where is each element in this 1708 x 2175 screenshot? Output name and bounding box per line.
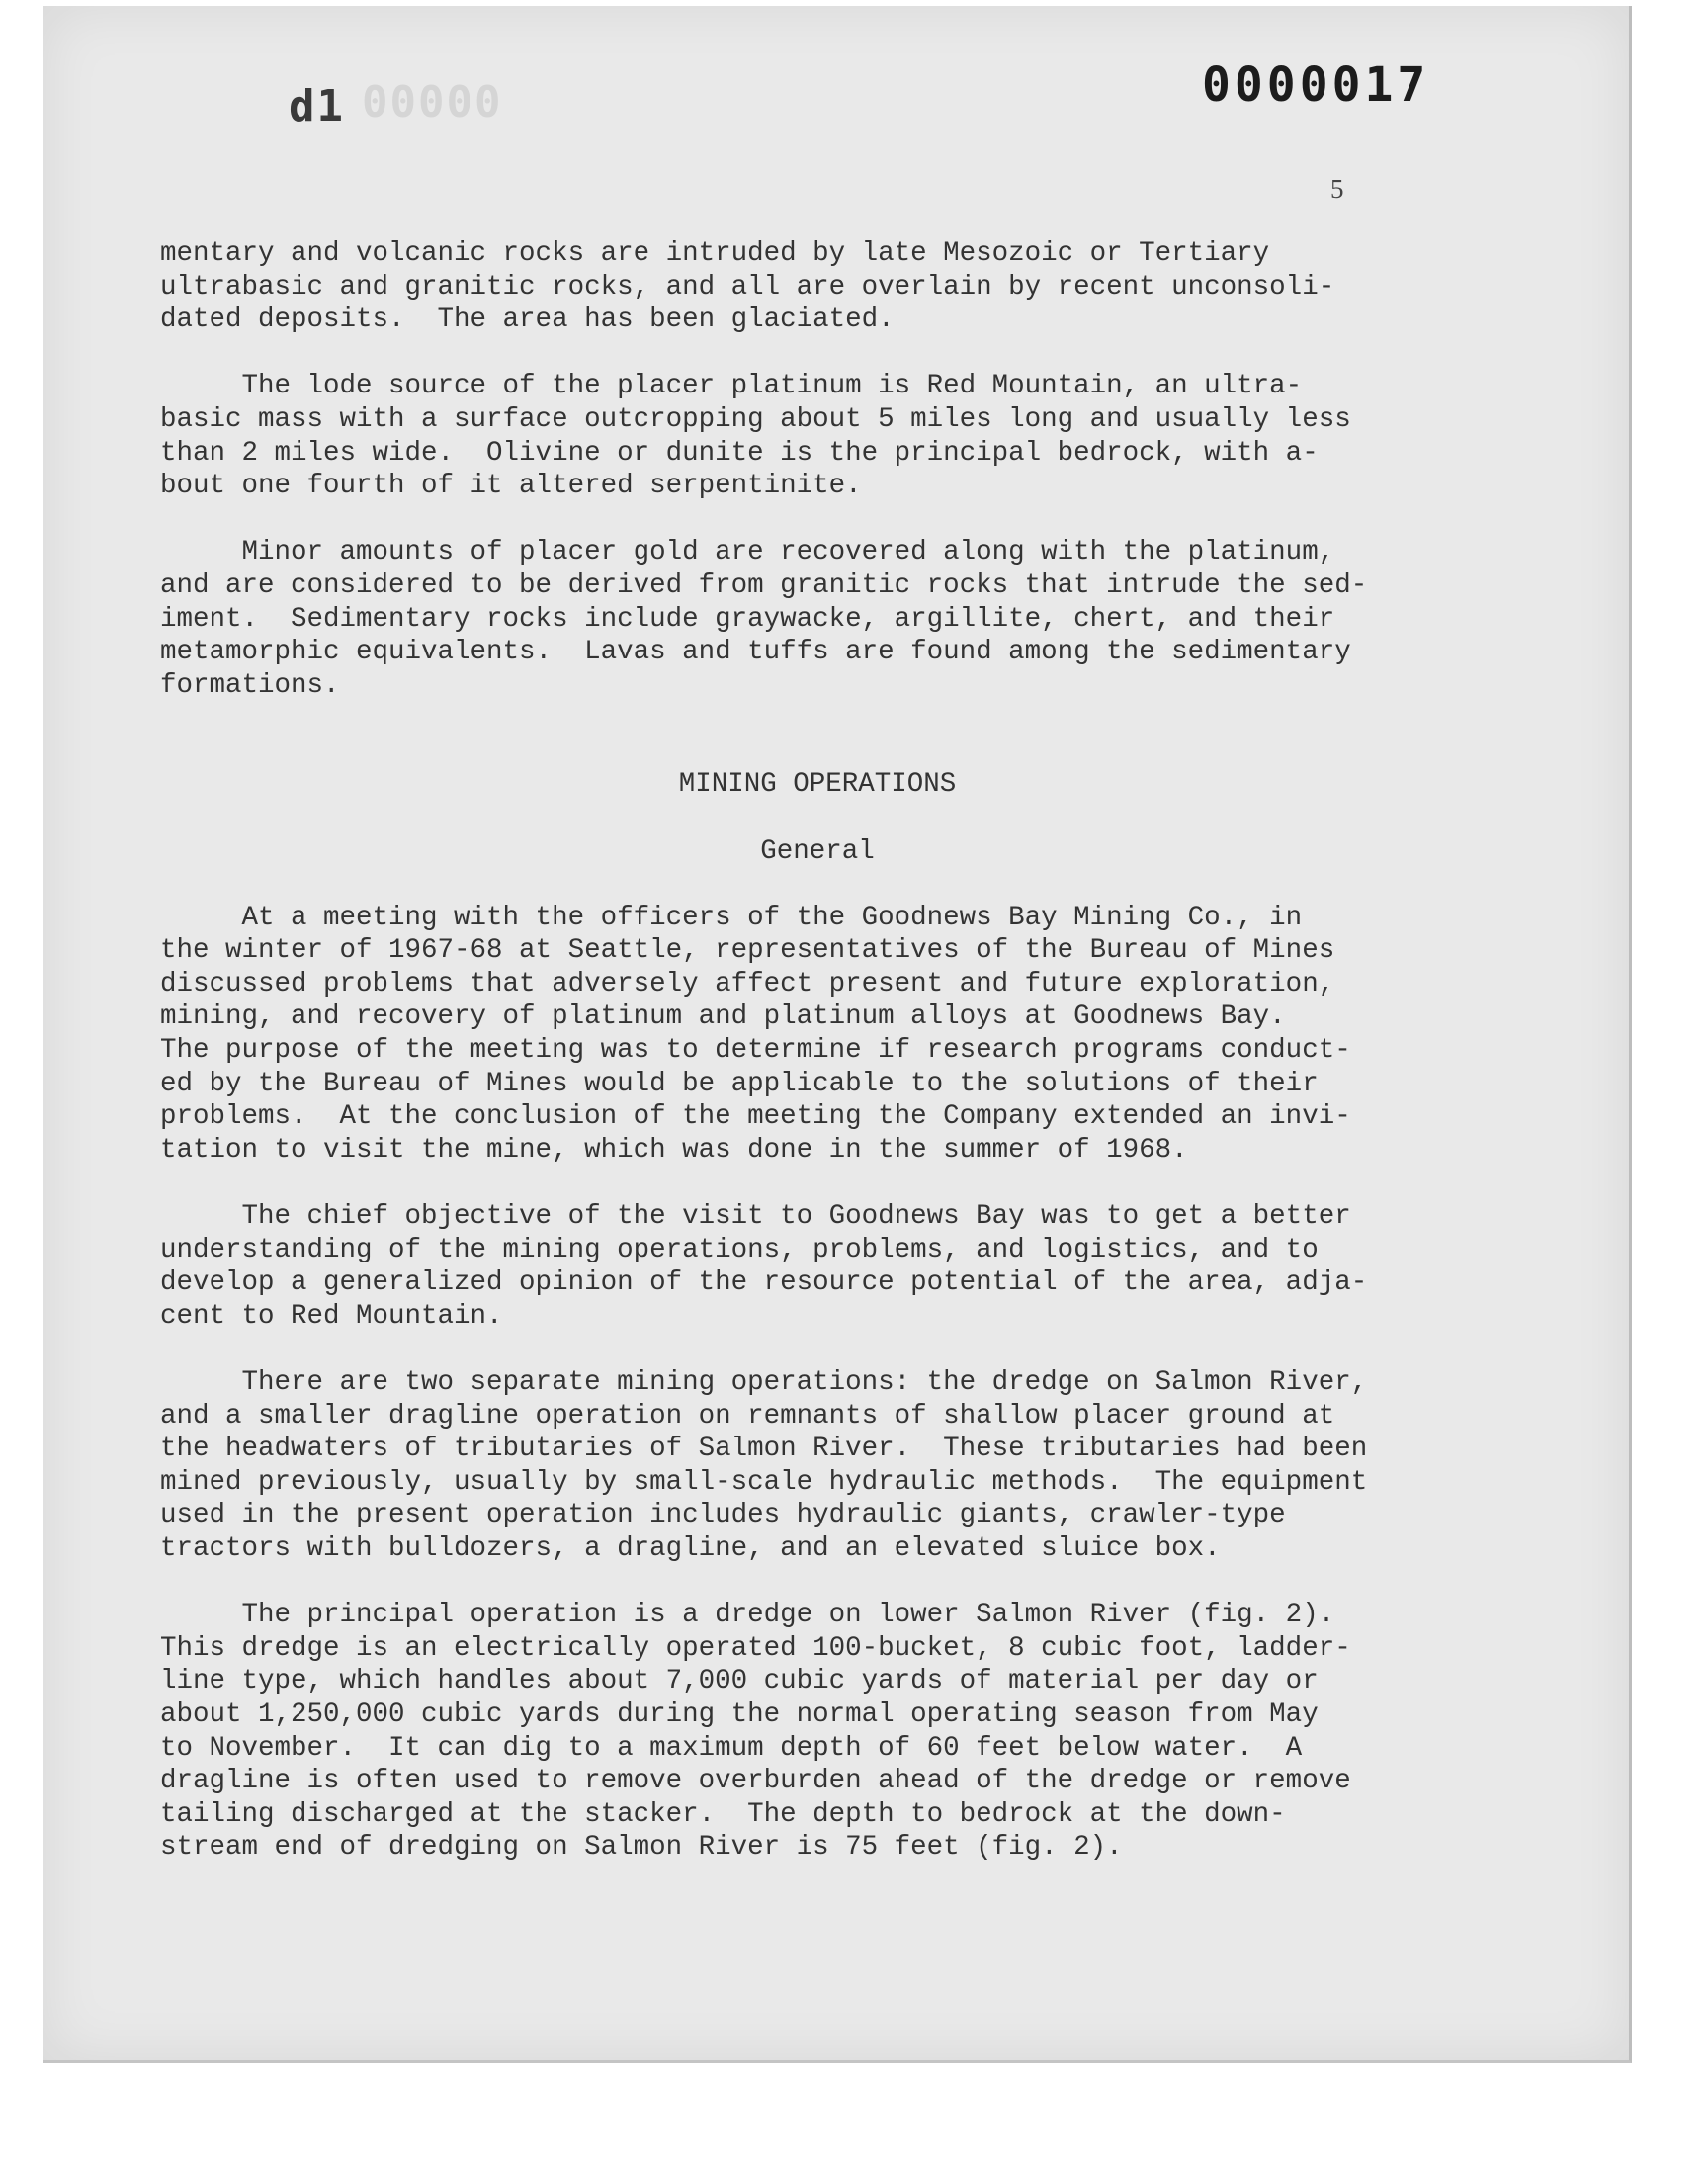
document-body [160,237,1475,1898]
page-number: 5 [1330,174,1344,204]
paragraph-dredge: The principal operation is a dredge on lower Salmon River (fig. 2). This dredge is an electrically operated 100-bucket, 8 cubic foot, ladder- line type, which handles about 7,000 cubic yards of material per day or about 1,250,000 cubic yards during the normal operating season from May to November. It can dig to a maximum depth of 60 feet below water. A dragline is often used to remove overburden ahead of the dredge or remove tailing discharged at the stacker. The depth to bedrock at the down- stream end of dredging on Salmon River is 75 feet (fig. 2). [160,1600,1351,1864]
paragraph-lode-source: The lode source of the placer platinum is Red Mountain, an ultra- basic mass with a surface outcropping about 5 miles long and usually less than 2 miles wide. Olivine or dunite is the principal bedrock, with a- bout one fourth of it altered serpentinite. [160,371,1351,502]
paragraph-meeting: At a meeting with the officers of the Goodnews Bay Mining Co., in the winter of 1967-68 at Seattle, representatives of the Bureau of Mines discussed problems that adversely affect present and future exploration, mining, and recovery of platinum and platinum alloys at Goodnews Bay. The purpose of the meeting was to determine if research programs conduct- ed by the Bureau of Mines would be applicable to the solutions of their problems. At the conclusion of the meeting the Company extended an invi- tation to visit the mine, which was done in the summer of 1968. [160,902,1351,1166]
subsection-heading: General [760,835,875,867]
section-heading: MINING OPERATIONS [678,769,957,801]
paragraph-operations: There are two separate mining operations: the dredge on Salmon River, and a smaller dragline operation on remnants of shallow placer ground at the headwaters of tributaries of Salmon River. These tributaries had been mined previously, usually by small-scale hydraulic methods. The equipment used in the present operation includes hydraulic giants, crawler-type tractors with bulldozers, a dragline, and an elevated sluice box. [160,1367,1368,1564]
faded-stamp-number: 00000 [362,77,503,128]
paragraph-objective: The chief objective of the visit to Goodnews Bay was to get a better understanding of the mining operations, problems, and logistics, and to develop a generalized opinion of the resource potential of the area, adja- cent to Red Mountain. [160,1201,1368,1332]
handwritten-mark: d1 [289,81,345,131]
paragraph-placer-gold: Minor amounts of placer gold are recovered along with the platinum, and are considered to be derived from granitic rocks that intrude the sed- iment. Sedimentary rocks include graywacke, argillite, chert, and their metamorphic equivalents. Lavas and tuffs are found among the sedimentary formations. [160,537,1368,701]
paragraph-geology-intro: mentary and volcanic rocks are intruded by late Mesozoic or Tertiary ultrabasic and granitic rocks, and all are overlain by recent unconsoli- dated deposits. The area has been glaciated. [160,238,1335,336]
document-serial-number: 0000017 [1202,57,1430,113]
